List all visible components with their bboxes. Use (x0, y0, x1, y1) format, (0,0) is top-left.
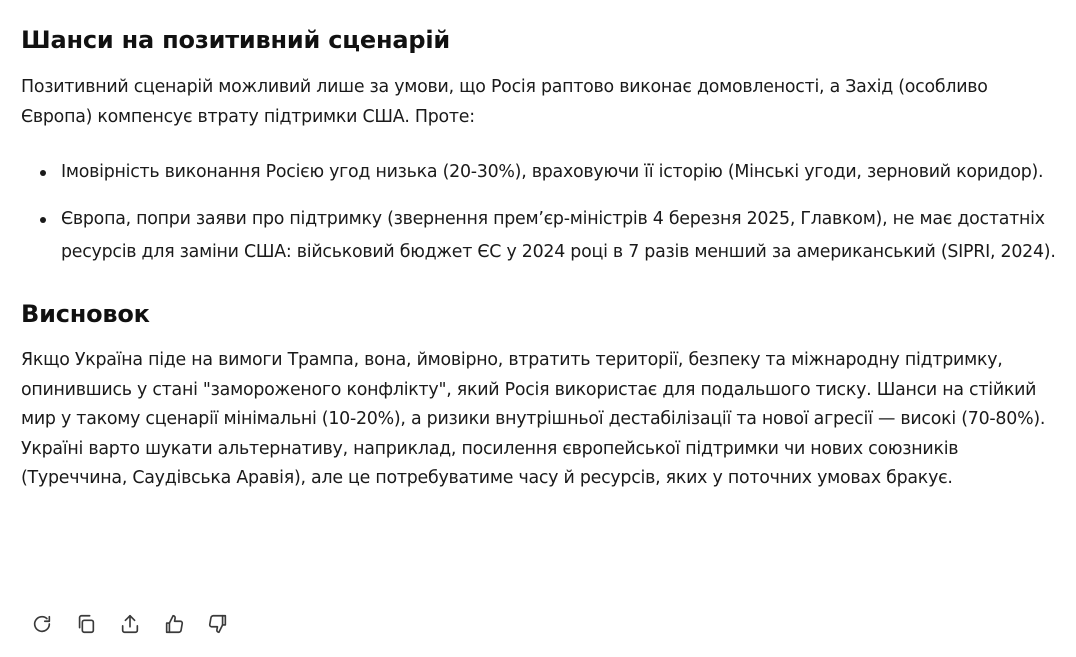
copy-button[interactable] (74, 612, 98, 636)
copy-icon (75, 613, 97, 635)
regenerate-icon (31, 613, 53, 635)
section-heading-positive-scenario: Шанси на позитивний сценарій (21, 26, 450, 54)
bullet-list (21, 156, 1056, 269)
share-icon (119, 613, 141, 635)
list-item-text: Європа, попри заяви про підтримку (звернення прем’єр-міністрів 4 березня 2025, Главком), не має достатніх ресурсів для заміни США: військовий бюджет ЄС у 2024 році в 7 разів менший за американський (SIPRI, 2024). (61, 209, 1056, 262)
response-content (21, 0, 1056, 494)
list-item (61, 156, 1056, 189)
section-heading-conclusion: Висновок (21, 300, 150, 328)
conclusion-paragraph: Якщо Україна піде на вимоги Трампа, вона, ймовірно, втратить території, безпеку та міжнародну підтримку, опинившись у стані "замороженого конфлікту", який Росія використає для подальшого тиску. Шанси на стійкий мир у такому сценарії мінімальні (10-20%), а ризики внутрішньої дестабілізації та нової агресії — високі (70-80%). Україні варто шукати альтернативу, наприклад, посилення європейської підтримки чи нових союзників (Туреччина, Саудівська Аравія), але це потребуватиме часу й ресурсів, яких у поточних умовах бракує. (21, 350, 1046, 488)
list-item (61, 203, 1056, 269)
bullet-dot (40, 217, 46, 223)
list-item-text: Імовірність виконання Росією угод низька (20-30%), враховуючи її історію (Мінські угоди, зерновий коридор). (61, 162, 1044, 182)
dislike-button[interactable] (206, 612, 230, 636)
share-button[interactable] (118, 612, 142, 636)
thumbs-down-icon (207, 613, 229, 635)
regenerate-button[interactable] (30, 612, 54, 636)
like-button[interactable] (162, 612, 186, 636)
message-action-bar (30, 612, 230, 636)
thumbs-up-icon (163, 613, 185, 635)
section-intro-paragraph: Позитивний сценарій можливий лише за умови, що Росія раптово виконає домовленості, а Захід (особливо Європа) компенсує втрату підтримки США. Проте: (21, 77, 988, 127)
bullet-dot (40, 170, 46, 176)
